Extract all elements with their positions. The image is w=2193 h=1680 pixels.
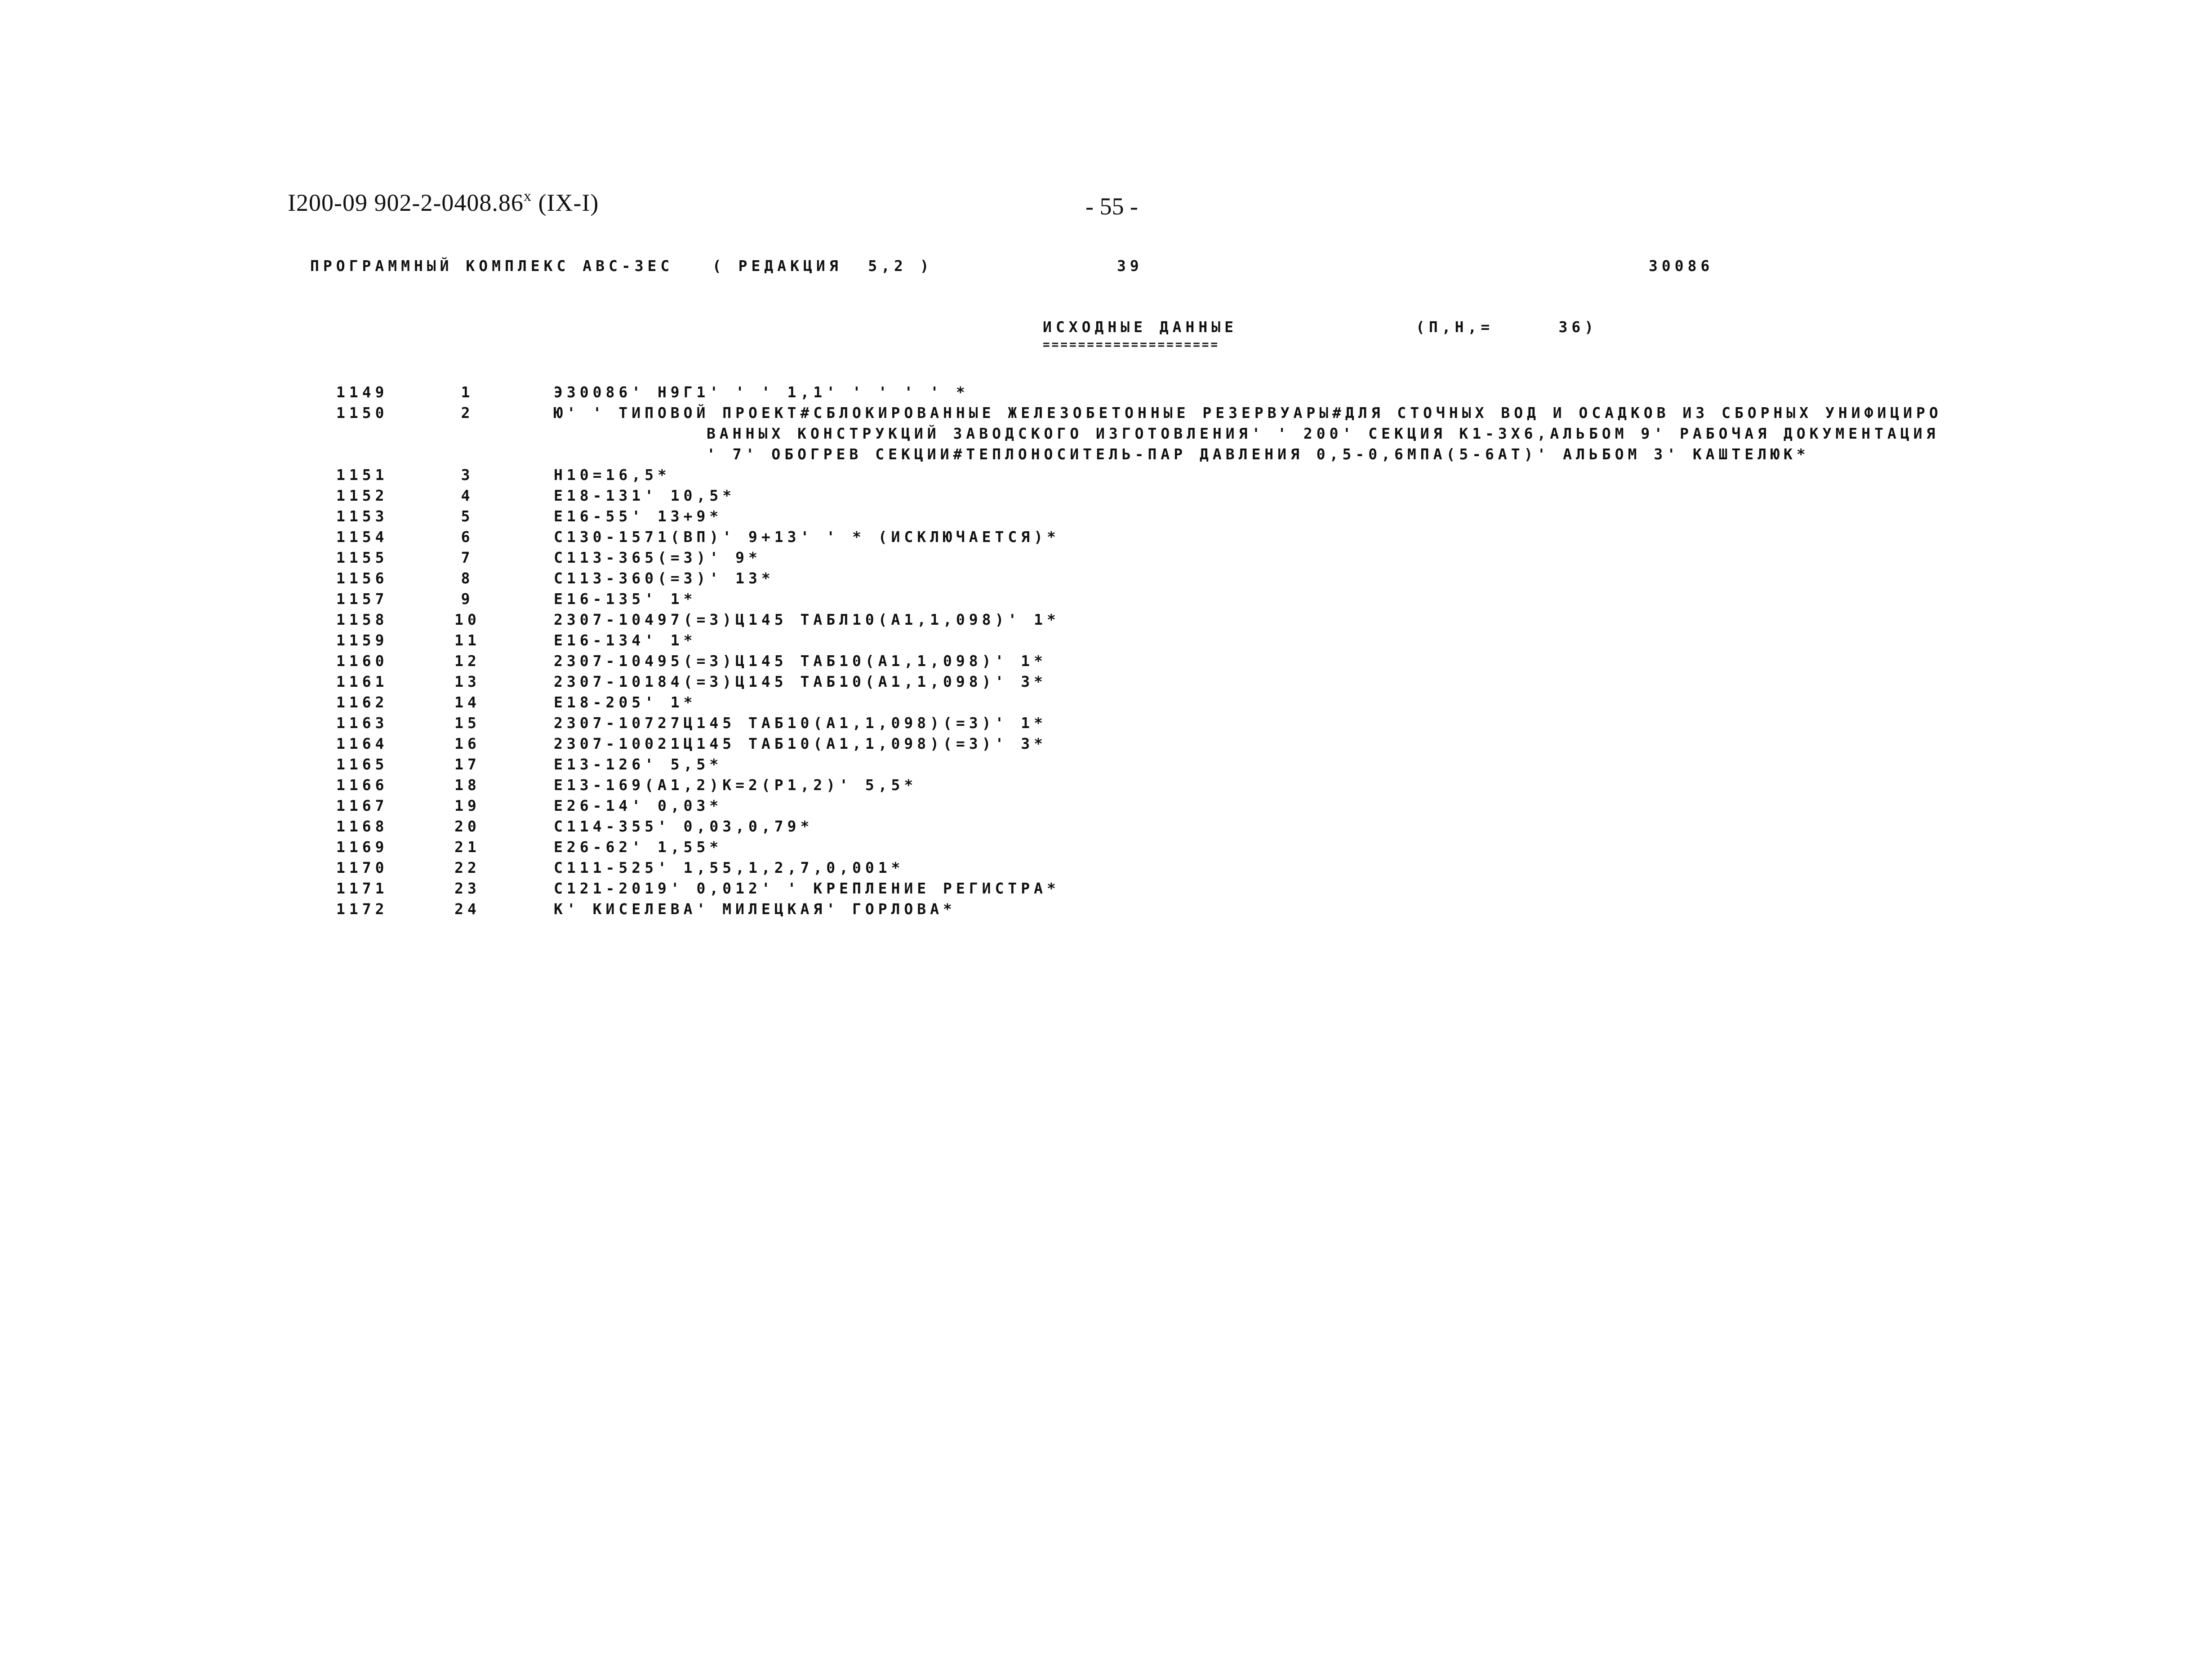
record-text: С130-1571(ВП)' 9+13' ' * (ИСКЛЮЧАЕТСЯ)* [554, 528, 1060, 546]
line-number: 1154 [336, 528, 388, 546]
program-title: ПРОГРАММНЫЙ КОМПЛЕКС АВС-3ЕС ( РЕДАКЦИЯ 5,2 ) [310, 257, 933, 275]
record-number: 1 [461, 383, 474, 401]
section-reference: (П,Н,= 36) [1416, 318, 1598, 336]
record-number: 10 [454, 611, 480, 628]
record-number: 4 [461, 487, 474, 504]
record-text: ВАННЫХ КОНСТРУКЦИЙ ЗАВОДСКОГО ИЗГОТОВЛЕНИЯ' ' 200' СЕКЦИЯ К1-3Х6,АЛЬБОМ 9' РАБОЧАЯ ДОКУМЕНТАЦИЯ [707, 425, 1939, 442]
record-text: С111-525' 1,55,1,2,7,0,001* [554, 859, 904, 876]
record-text: С113-360(=3)' 13* [554, 569, 774, 587]
record-number: 24 [454, 900, 480, 918]
line-number: 1157 [336, 590, 388, 608]
listing-row [0, 796, 2193, 816]
record-text: Ю' ' ТИПОВОЙ ПРОЕКТ#СБЛОКИРОВАННЫЕ ЖЕЛЕЗОБЕТОННЫЕ РЕЗЕРВУАРЫ#ДЛЯ СТОЧНЫХ ВОД И ОСАДКОВ ИЗ СБОРНЫХ УНИФИЦИРО [554, 404, 1942, 422]
record-number: 13 [454, 673, 480, 690]
record-number: 9 [461, 590, 474, 608]
page-number: - 55 - [1085, 193, 1138, 220]
record-number: 14 [454, 693, 480, 711]
record-text: С121-2019' 0,012' ' КРЕПЛЕНИЕ РЕГИСТРА* [554, 880, 1060, 897]
listing-row [0, 651, 2193, 671]
record-number: 15 [454, 714, 480, 732]
record-text: Е26-14' 0,03* [554, 797, 723, 814]
line-number: 1155 [336, 549, 388, 566]
record-text: С114-355' 0,03,0,79* [554, 818, 814, 835]
record-text: Е26-62' 1,55* [554, 838, 723, 856]
listing-row [0, 816, 2193, 837]
record-number: 5 [461, 507, 474, 525]
record-number: 16 [454, 735, 480, 752]
record-text: К' КИСЕЛЕВА' МИЛЕЦКАЯ' ГОРЛОВА* [554, 900, 956, 918]
record-text: ' 7' ОБОГРЕВ СЕКЦИИ#ТЕПЛОНОСИТЕЛЬ-ПАР ДАВЛЕНИЯ 0,5-0,6МПА(5-6АТ)' АЛЬБОМ 3' КАШТЕЛЮК* [707, 445, 1810, 463]
listing-row [0, 465, 2193, 485]
program-code: 30086 [1649, 257, 1714, 275]
line-number: 1169 [336, 838, 388, 856]
listing-row [0, 506, 2193, 527]
record-number: 7 [461, 549, 474, 566]
document-code-suffix: (IX-I) [531, 189, 599, 216]
record-number: 2 [461, 404, 474, 422]
record-text: 2307-10495(=3)Ц145 ТАБ10(А1,1,098)' 1* [554, 652, 1047, 670]
record-text: 2307-10497(=3)Ц145 ТАБЛ10(А1,1,098)' 1* [554, 611, 1060, 628]
document-code-superscript: x [523, 188, 532, 204]
line-number: 1165 [336, 756, 388, 773]
record-text: 2307-10184(=3)Ц145 ТАБ10(А1,1,098)' 3* [554, 673, 1047, 690]
record-text: 2307-10021Ц145 ТАБ10(А1,1,098)(=3)' 3* [554, 735, 1047, 752]
record-number: 3 [461, 466, 474, 484]
record-number: 20 [454, 818, 480, 835]
line-number: 1156 [336, 569, 388, 587]
line-number: 1168 [336, 818, 388, 835]
record-text: Е16-134' 1* [554, 631, 697, 649]
record-text: Е13-126' 5,5* [554, 756, 723, 773]
record-number: 18 [454, 776, 480, 794]
record-number: 23 [454, 880, 480, 897]
line-number: 1158 [336, 611, 388, 628]
line-number: 1149 [336, 383, 388, 401]
listing-row [0, 733, 2193, 754]
record-number: 22 [454, 859, 480, 876]
record-text: Е18-131' 10,5* [554, 487, 736, 504]
line-number: 1151 [336, 466, 388, 484]
record-text: Е18-205' 1* [554, 693, 697, 711]
record-text: 2307-10727Ц145 ТАБ10(А1,1,098)(=3)' 1* [554, 714, 1047, 732]
listing-row [0, 878, 2193, 899]
listing-row [0, 485, 2193, 506]
record-number: 11 [454, 631, 480, 649]
program-sheet-number: 39 [1117, 257, 1143, 275]
record-number: 17 [454, 756, 480, 773]
listing-row [0, 775, 2193, 796]
line-number: 1150 [336, 404, 388, 422]
line-number: 1172 [336, 900, 388, 918]
record-text: Е16-55' 13+9* [554, 507, 723, 525]
data-listing [0, 382, 2193, 920]
document-code [288, 188, 599, 217]
record-text: С113-365(=3)' 9* [554, 549, 761, 566]
record-number: 19 [454, 797, 480, 814]
line-number: 1166 [336, 776, 388, 794]
line-number: 1152 [336, 487, 388, 504]
section-underline: ==================== [1043, 338, 1220, 351]
record-number: 8 [461, 569, 474, 587]
listing-row [0, 692, 2193, 713]
listing-continuation-line [0, 444, 2193, 465]
listing-row [0, 713, 2193, 733]
line-number: 1167 [336, 797, 388, 814]
line-number: 1159 [336, 631, 388, 649]
listing-row [0, 609, 2193, 630]
record-text: Е16-135' 1* [554, 590, 697, 608]
record-text: Э30086' Н9Г1' ' ' 1,1' ' ' ' ' * [554, 383, 969, 401]
listing-row [0, 589, 2193, 609]
listing-row [0, 671, 2193, 692]
record-number: 12 [454, 652, 480, 670]
listing-row [0, 754, 2193, 775]
listing-row [0, 382, 2193, 403]
section-title: ИСХОДНЫЕ ДАННЫЕ [1043, 318, 1238, 336]
listing-continuation-line [0, 423, 2193, 444]
line-number: 1170 [336, 859, 388, 876]
line-number: 1163 [336, 714, 388, 732]
record-number: 6 [461, 528, 474, 546]
document-code-main: I200-09 902-2-0408.86 [288, 189, 524, 216]
line-number: 1153 [336, 507, 388, 525]
line-number: 1160 [336, 652, 388, 670]
record-text: Н10=16,5* [554, 466, 671, 484]
listing-row [0, 630, 2193, 651]
listing-row [0, 547, 2193, 568]
line-number: 1164 [336, 735, 388, 752]
line-number: 1171 [336, 880, 388, 897]
record-number: 21 [454, 838, 480, 856]
listing-row [0, 837, 2193, 858]
listing-row [0, 403, 2193, 423]
listing-row [0, 568, 2193, 589]
listing-row [0, 527, 2193, 547]
listing-row [0, 858, 2193, 878]
record-text: Е13-169(А1,2)К=2(Р1,2)' 5,5* [554, 776, 917, 794]
line-number: 1162 [336, 693, 388, 711]
listing-row [0, 899, 2193, 920]
line-number: 1161 [336, 673, 388, 690]
